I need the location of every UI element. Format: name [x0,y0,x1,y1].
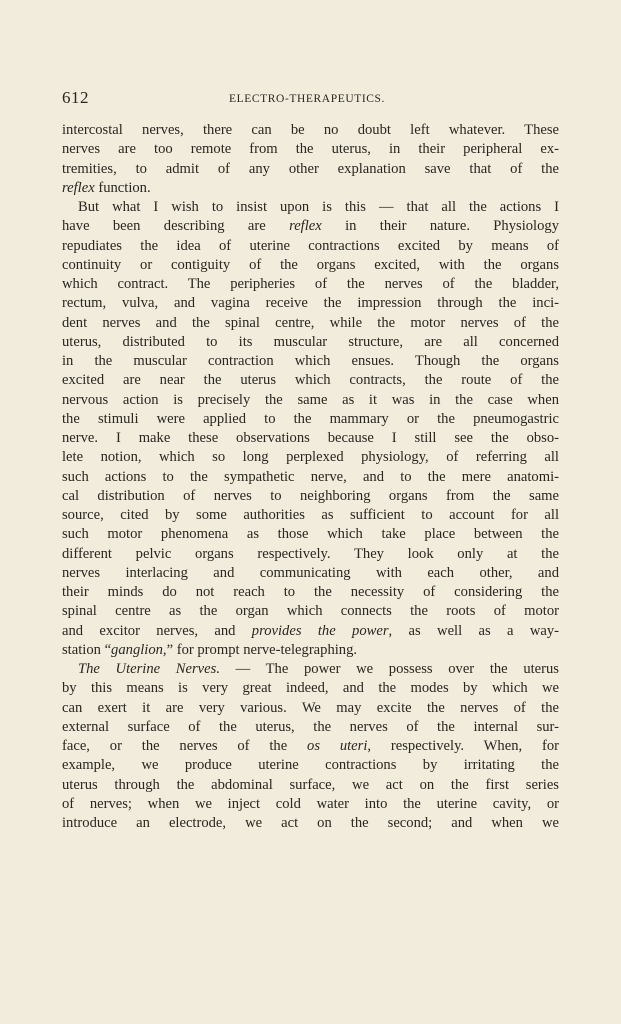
text-line: intercostal nerves, there can be no doubt left whatever. These [62,122,559,138]
text-line: spinal centre as the organ which connects the roots of motor [62,603,559,620]
text-line: source, cited by some authorities as sufficient to account for all [62,507,559,523]
text-line: nerve. I make these observations because I still see the obso- [62,430,559,446]
text-line [62,179,559,198]
text-span: in their nature. Physiology [321,218,559,235]
section-heading-line [62,660,559,679]
text-line: by this means is very great indeed, and the modes by which we [62,680,559,697]
text-line: cal distribution of nerves to neighboring organs from the same [62,487,559,504]
text-line: nerves interlacing and communicating with each other, and [62,564,559,581]
text-line: uterus through the abdominal surface, we act on the first series [62,776,559,793]
text-line [62,641,559,660]
italic-text: reflex [289,218,322,235]
italic-text: provides the power [251,622,389,639]
text-line: external surface of the uterus, the nerves of the internal sur- [62,718,559,735]
text-span: ” for prompt nerve-telegraphing. [166,641,358,658]
page-header [62,88,559,108]
text-line: tremities, to admit of any other explanation save that of the [62,160,559,177]
text-line: which contract. The peripheries of the nerves of the bladder, [62,276,559,292]
italic-text: reflex [62,179,95,196]
text-line: their minds do not reach to the necessity of considering the [62,584,559,600]
text-span: — The power we possess over the uterus [219,661,559,677]
text-line: lete notion, which so long perplexed physiology, of referring all [62,449,559,466]
body-text [62,121,559,833]
text-line: the stimuli were applied to the mammary or the pneumogastric [62,410,559,427]
text-span: face, or the nerves of the [62,738,308,754]
text-line: continuity or contiguity of the organs excited, with the organs [62,256,559,273]
text-span: have been describing are [62,218,290,235]
text-line: uterus, distributed to its muscular structure, are all concerned [62,333,559,350]
text-line [62,622,559,641]
text-span: function. [94,179,151,196]
text-line [62,217,559,236]
section-heading: The Uterine Nerves. [78,661,220,677]
text-line: excited are near the uterus which contracts, the route of the [62,372,559,389]
italic-text: os uteri [307,738,368,754]
text-line: can exert it are very various. We may excite the nerves of the [62,699,559,716]
text-line: such motor phenomena as those which take place between the [62,526,559,543]
running-head: ELECTRO-THERAPEUTICS. [229,93,386,105]
text-span: , as well as a way- [388,622,560,639]
text-span: station “ [62,641,112,658]
text-line: nervous action is precisely the same as it was in the case when [62,391,559,408]
text-line: different pelvic organs respectively. They look only at the [62,545,559,562]
text-line: rectum, vulva, and vagina receive the impression through the inci- [62,295,559,312]
text-line: repudiates the idea of uterine contractions excited by means of [62,237,559,254]
paragraph-start-line: But what I wish to insist upon is this — that all the actions I [78,199,559,215]
text-line [62,737,559,756]
page-number: 612 [62,88,89,107]
text-line: of nerves; when we inject cold water into the uterine cavity, or [62,795,559,812]
text-line: dent nerves and the spinal centre, while the motor nerves of the [62,314,559,331]
text-line: nerves are too remote from the uterus, in their peripheral ex- [62,141,559,158]
text-span: , respectively. When, for [367,738,559,754]
text-line: such actions to the sympathetic nerve, and to the mere anatomi- [62,468,559,485]
text-line: in the muscular contraction which ensues. Though the organs [62,353,559,369]
italic-text: ganglion, [111,641,167,658]
text-line: example, we produce uterine contractions by irritating the [62,757,559,774]
text-span: and excitor nerves, and [62,622,252,639]
text-line: introduce an electrode, we act on the second; and when we [62,815,559,831]
